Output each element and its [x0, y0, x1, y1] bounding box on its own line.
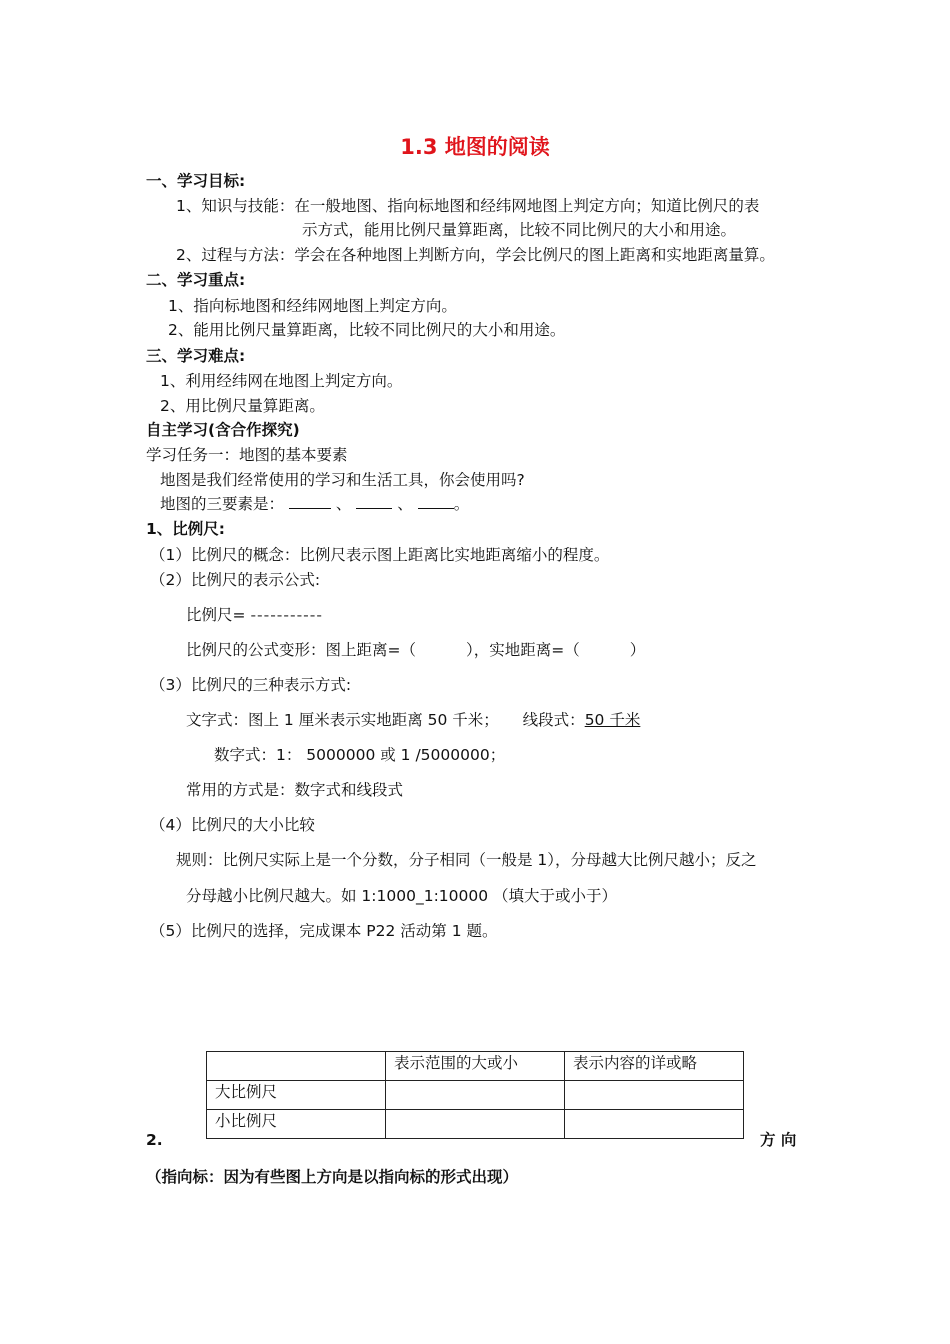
- scale-forms-title: （3）比例尺的三种表示方式:: [150, 676, 352, 694]
- scale-formula-label: 比例尺=: [186, 606, 246, 624]
- section-heading-goals: 一、学习目标:: [146, 172, 246, 190]
- scale-choice: （5）比例尺的选择，完成课本 P22 活动第 1 题。: [150, 922, 498, 940]
- line-form-label: 线段式：: [522, 711, 585, 729]
- direction-number: 2.: [146, 1131, 163, 1149]
- section-heading-difficulties: 三、学习难点:: [146, 347, 246, 365]
- question-2-prefix: 地图的三要素是：: [160, 495, 285, 513]
- self-study-heading: 自主学习(含合作探究): [146, 421, 300, 439]
- text-form: 文字式：图上 1 厘米表示实地距离 50 千米；: [186, 711, 499, 729]
- question-2-end: 。: [453, 495, 470, 513]
- key-point-2: 2、能用比例尺量算距离，比较不同比例尺的大小和用途。: [168, 321, 566, 339]
- scale-formula-dashes: -----------: [250, 606, 323, 624]
- section-heading-key-points: 二、学习重点:: [146, 271, 246, 289]
- direction-note: （指向标：因为有些图上方向是以指向标的形式出现）: [146, 1168, 519, 1186]
- table-row: [207, 1110, 744, 1139]
- line-form-value: 50 千米: [584, 711, 641, 729]
- scale-comparison-table: [206, 1051, 744, 1139]
- table-row: [207, 1081, 744, 1110]
- table-row-label: 小比例尺: [207, 1110, 386, 1139]
- table-cell[interactable]: [386, 1110, 565, 1139]
- question-1: 地图是我们经常使用的学习和生活工具，你会使用吗?: [160, 471, 525, 489]
- variant-part-b: ），实地距离=（: [466, 641, 580, 659]
- answer-blank-1[interactable]: [289, 494, 331, 509]
- scale-formula-title: （2）比例尺的表示公式:: [150, 571, 321, 589]
- direction-heading: 方 向: [760, 1131, 797, 1149]
- goal-item-2: 2、过程与方法：学会在各种地图上判断方向，学会比例尺的图上距离和实地距离量算。: [176, 246, 775, 264]
- scale-forms-line: [186, 710, 640, 730]
- variant-part-a: 比例尺的公式变形：图上距离=（: [186, 641, 416, 659]
- answer-blank-2[interactable]: [356, 494, 392, 509]
- table-cell[interactable]: [565, 1110, 744, 1139]
- table-header-cell: 表示范围的大或小: [386, 1052, 565, 1081]
- difficulty-1: 1、利用经纬网在地图上判定方向。: [160, 372, 403, 390]
- table-header-cell: 表示内容的详或略: [565, 1052, 744, 1081]
- separator-1: 、: [335, 495, 352, 513]
- table-cell[interactable]: [386, 1081, 565, 1110]
- difficulty-2: 2、用比例尺量算距离。: [160, 397, 325, 415]
- numeric-form: 数字式：1： 5000000 或 1 /5000000；: [214, 746, 506, 764]
- scale-formula-variant: [186, 640, 645, 660]
- table-header-row: [207, 1052, 744, 1081]
- scale-concept: （1）比例尺的概念：比例尺表示图上距离比实地距离缩小的程度。: [150, 546, 610, 564]
- answer-blank-3[interactable]: [418, 494, 454, 509]
- common-forms: 常用的方式是：数字式和线段式: [186, 781, 404, 799]
- scale-rule-line-1: 规则：比例尺实际上是一个分数，分子相同（一般是 1），分母越大比例尺越小；反之: [176, 851, 757, 869]
- task-1-title: 学习任务一：地图的基本要素: [146, 446, 348, 464]
- separator-2: 、: [397, 495, 413, 513]
- question-2: [160, 494, 469, 514]
- table-cell[interactable]: [565, 1081, 744, 1110]
- scale-rule-line-2: 分母越小比例尺越大。如 1:1000_1:10000 （填大于或小于）: [186, 887, 618, 905]
- variant-part-c: ）: [629, 641, 646, 659]
- scale-formula: [186, 605, 323, 625]
- table-row-label: 大比例尺: [207, 1081, 386, 1110]
- page-title: 1.3 地图的阅读: [400, 135, 550, 159]
- scale-heading: 1、比例尺:: [146, 520, 225, 538]
- scale-compare-title: （4）比例尺的大小比较: [150, 816, 315, 834]
- table-header-cell: [207, 1052, 386, 1081]
- key-point-1: 1、指向标地图和经纬网地图上判定方向。: [168, 297, 457, 315]
- goal-item-1-line-2: 示方式，能用比例尺量算距离，比较不同比例尺的大小和用途。: [302, 221, 737, 239]
- goal-item-1-line-1: 1、知识与技能：在一般地图、指向标地图和经纬网地图上判定方向；知道比例尺的表: [176, 197, 760, 215]
